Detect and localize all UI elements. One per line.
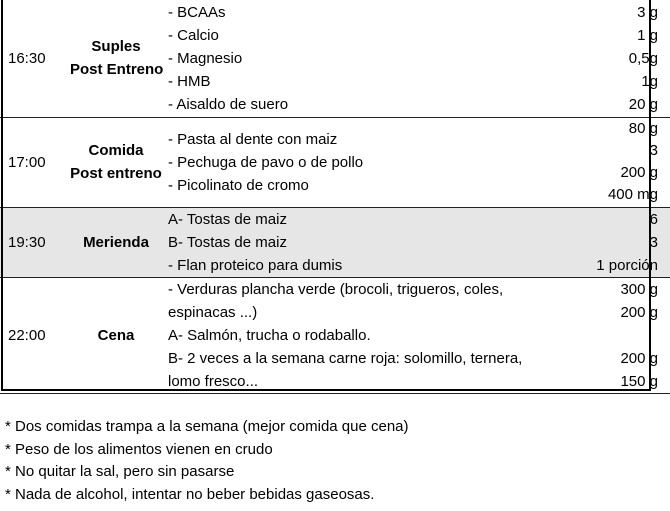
meal-name: [70, 117, 162, 207]
food-item: lomo fresco...: [168, 372, 259, 390]
quantity-item: 3: [649, 233, 658, 251]
meal-name-line: Cena: [97, 326, 135, 344]
food-item: - Pasta al dente con maiz: [168, 130, 338, 148]
note-item: * No quitar la sal, pero sin pasarse: [5, 463, 235, 480]
food-item: - HMB: [168, 72, 211, 90]
meal-name: [70, 207, 162, 277]
meal-row-merienda: [0, 207, 670, 277]
note-item: * Peso de los alimentos vienen en crudo: [5, 440, 273, 458]
food-list: [162, 277, 572, 393]
quantity-item: 200 g: [620, 349, 658, 367]
quantity-item: 80 g: [628, 120, 658, 137]
food-item: B- Tostas de maiz: [168, 233, 287, 251]
quantity-item: 300 g: [620, 280, 658, 298]
meal-row-suples: [0, 0, 670, 117]
meal-row-cena: [0, 277, 670, 393]
food-item: - Pechuga de pavo o de pollo: [168, 153, 364, 171]
food-item: - Picolinato de cromo: [168, 176, 309, 194]
meal-row-comida: [0, 117, 670, 207]
quantity-item: 1 g: [637, 26, 658, 44]
quantity-list: [572, 117, 670, 207]
meal-name-line: Post entreno: [70, 165, 162, 182]
quantity-item: 1 porción: [596, 256, 658, 274]
food-item: - BCAAs: [168, 3, 226, 21]
quantity-list: [572, 207, 670, 277]
quantity-item: 1g: [641, 72, 658, 90]
food-item: - Verduras plancha verde (brocoli, trigueros, coles,: [168, 280, 504, 298]
quantity-item: 6: [649, 210, 658, 228]
meal-name-line: Post Entreno: [70, 61, 164, 79]
quantity-list: [572, 277, 670, 393]
food-item: A- Salmón, trucha o rodaballo.: [168, 326, 371, 344]
food-item: - Aisaldo de suero: [168, 95, 289, 113]
meal-time: 16:30: [8, 49, 46, 67]
quantity-list: [572, 0, 670, 117]
meal-time: 22:00: [8, 326, 46, 344]
meal-name-line: Comida: [88, 142, 144, 159]
meal-name: [70, 0, 162, 117]
quantity-item: 3: [649, 142, 658, 159]
note-item: * Nada de alcohol, intentar no beber bebidas gaseosas.: [5, 485, 375, 503]
note-item: * Dos comidas trampa a la semana (mejor comida que cena): [5, 418, 409, 435]
quantity-item: 200 g: [620, 164, 658, 181]
meal-time: 17:00: [8, 153, 46, 171]
quantity-item: [572, 324, 658, 347]
quantity-item: 150 g: [620, 372, 658, 390]
quantity-item: 3 g: [637, 3, 658, 21]
meal-name: [70, 277, 162, 393]
food-list: [162, 0, 572, 117]
food-item: espinacas ...): [168, 303, 258, 321]
food-item: B- 2 veces a la semana carne roja: solomillo, ternera,: [168, 349, 523, 367]
notes-list: [5, 416, 409, 506]
food-item: - Calcio: [168, 26, 219, 44]
meal-time: 19:30: [0, 207, 70, 277]
quantity-item: 200 g: [620, 303, 658, 321]
meal-name-line: Suples: [91, 38, 141, 56]
quantity-item: 20 g: [628, 95, 658, 113]
food-item: - Magnesio: [168, 49, 243, 67]
meal-name-line: Merienda: [83, 233, 149, 251]
quantity-item: 0,5g: [628, 49, 658, 67]
food-list: [162, 117, 572, 207]
food-list: [162, 207, 572, 277]
quantity-item: 400 mg: [607, 186, 658, 203]
food-item: A- Tostas de maiz: [168, 210, 287, 228]
food-item: - Flan proteico para dumis: [168, 256, 343, 274]
